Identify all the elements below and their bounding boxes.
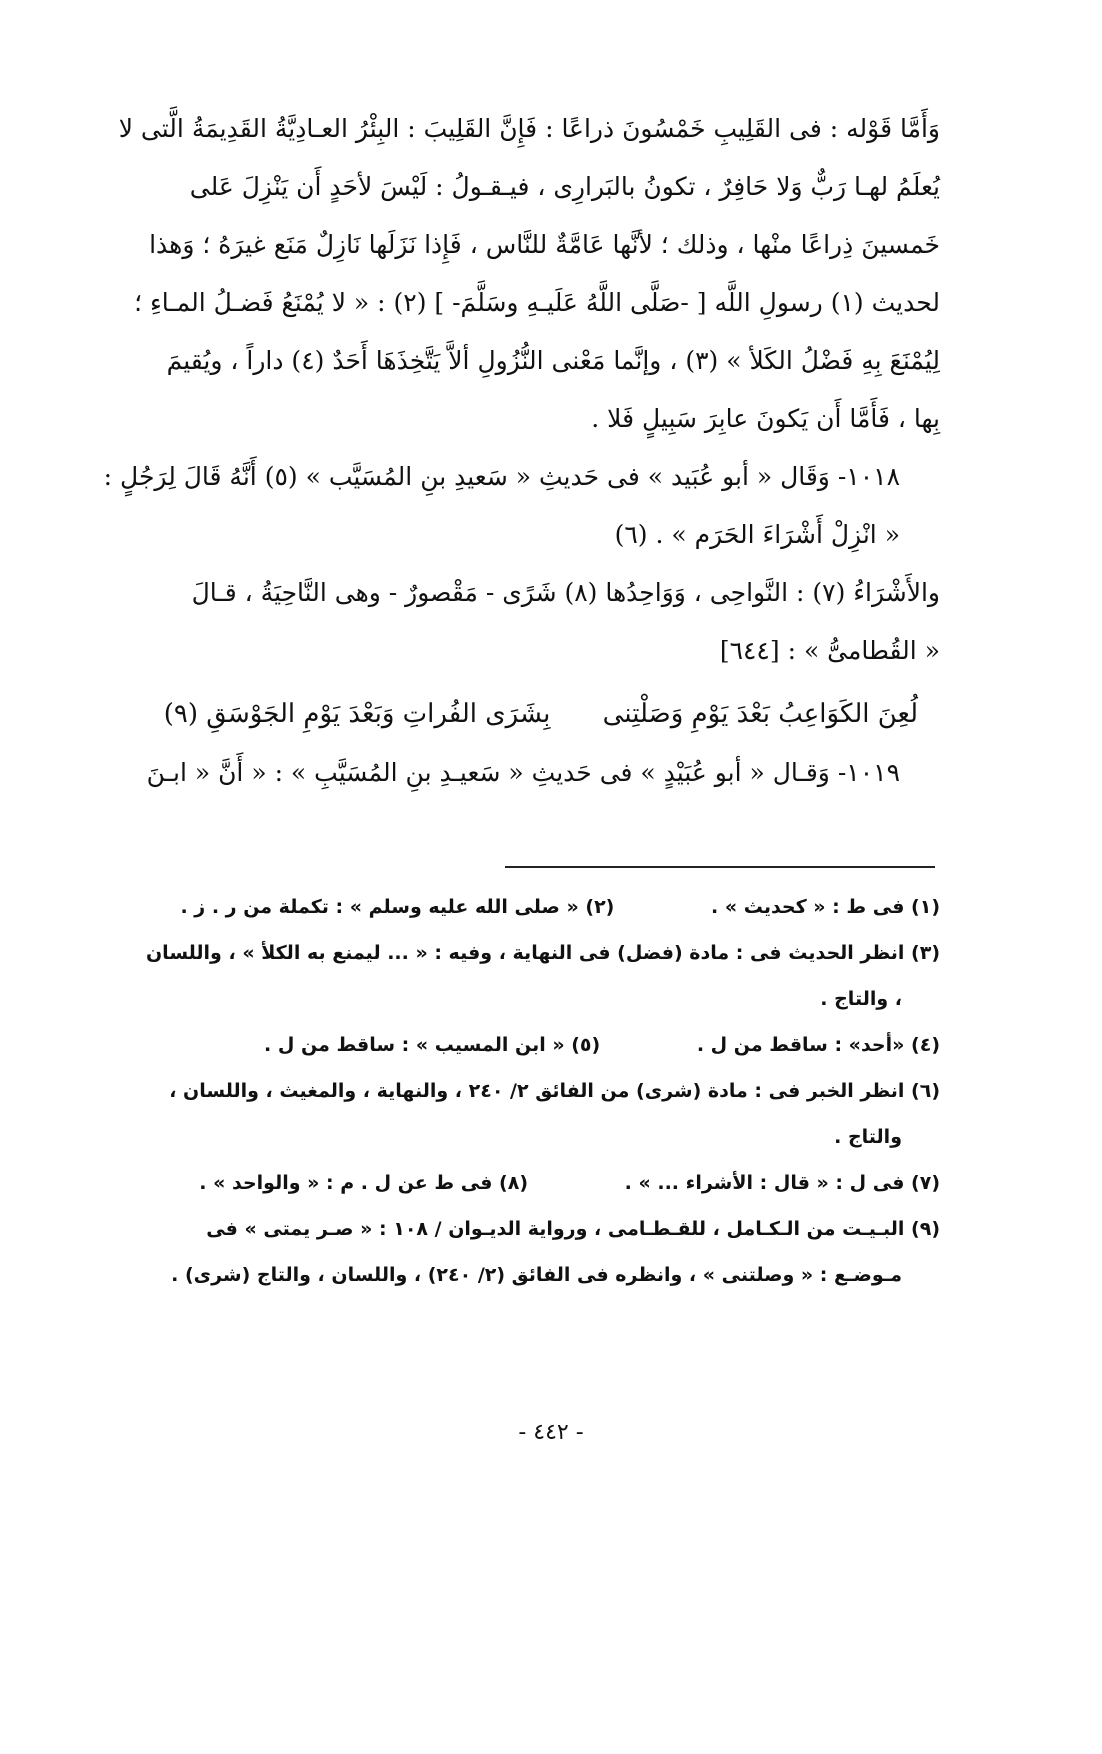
entry-1018-line: ١٠١٨- وَقَال « أبو عُبَيد » فى حَديثِ « سَعيدِ بنِ المُسَيَّب » (٥) أَنَّهُ قَالَ لِرَجُلٍ :	[103, 462, 900, 491]
entry-1018-line: « انْزِلْ أَشْرَاءَ الحَرَم » . (٦)	[614, 520, 900, 549]
footnote-separator	[505, 866, 935, 868]
footnote-3-continued: ، والتاج .	[820, 988, 902, 1010]
paragraph-line: وَأَمَّا قَوْله : فى القَلِيبِ خَمْسُونَ ذراعًا : فَإِنَّ القَلِيبَ : البِئْرُ العـادِيَّةُ القَدِيمَةُ الَّتى لا	[118, 114, 940, 143]
footnote-row	[160, 1022, 940, 1068]
footnote-5: (٥) « ابن المسيب » : ساقط من ل .	[264, 1034, 601, 1056]
footnote-2: (٢) « صلى الله عليه وسلم » : تكملة من ر . ز .	[180, 896, 615, 918]
footnote-9: (٩) البـيـت من الـكـامل ، للقـطـامى ، ورواية الديـوان / ١٠٨ : « صـر يمتى » فى	[206, 1218, 940, 1240]
entry-1019-line: ١٠١٩- وَقـال « أبو عُبَيْدٍ » فى حَديثِ « سَعيـدِ بنِ المُسَيَّبِ » : « أَنَّ « ابـنَ	[146, 758, 900, 787]
footnote-6-continued: والتاج .	[834, 1126, 902, 1148]
paragraph-line: لحديث (١) رسولِ اللَّه [ -صَلَّى اللَّهُ عَلَيـهِ وسَلَّمَ- ] (٢) : « لا يُمْنَعُ فَضـلُ المـاءِ ؛	[134, 288, 940, 317]
ashraa-line: « القُطامىُّ » : [٦٤٤]	[719, 636, 940, 665]
footnote-8: (٨) فى ط عن ل . م : « والواحد » .	[199, 1172, 529, 1194]
footnote-row	[160, 884, 940, 930]
footnote-6: (٦) انظر الخبر فى : مادة (شرى) من الفائق ٢/ ٢٤٠ ، والنهاية ، والمغيث ، واللسان ،	[169, 1080, 940, 1102]
page-number: - ٤٤٢ -	[518, 1420, 584, 1445]
main-text	[103, 100, 940, 802]
poetry-verse	[160, 684, 940, 744]
footnote-3: (٣) انظر الحديث فى : مادة (فضل) فى النهاية ، وفيه : « ... ليمنع به الكلأ » ، واللسان	[145, 942, 940, 964]
paragraph-line: بِها ، فَأَمَّا أَن يَكونَ عابِرَ سَبِيلٍ فَلا .	[591, 404, 940, 433]
footnote-7: (٧) فى ل : « قال : الأشراء ... » .	[624, 1172, 940, 1194]
paragraph-line: لِيُمْنَعَ بِهِ فَضْلُ الكَلأ » (٣) ، وإنَّما مَعْنى النُّزُولِ ألاَّ يَتَّخِذَهَا أَحَدٌ (٤) داراً ، ويُقيمَ	[166, 346, 940, 375]
footnote-1: (١) فى ط : « كحديث » .	[710, 896, 940, 918]
paragraph-line: يُعلَمُ لهـا رَبٌّ وَلا حَافِرٌ ، تكونُ بالبَرارِى ، فيـقـولُ : لَيْسَ لأحَدٍ أَن يَنْزِلَ عَلى	[189, 172, 940, 201]
verse-first-half: لُعِنَ الكَوَاعِبُ بَعْدَ يَوْمِ وَصَلْتِنى	[602, 699, 918, 729]
footnote-4: (٤) «أحد» : ساقط من ل .	[696, 1034, 940, 1056]
footnotes	[145, 884, 940, 1298]
ashraa-line: والأَشْرَاءُ (٧) : النَّواحِى ، وَوَاحِدُها (٨) شَرًى - مَقْصورٌ - وهى النَّاحِيَةُ ، قـالَ	[191, 578, 940, 607]
footnote-row	[160, 1160, 940, 1206]
paragraph-line: خَمسينَ ذِراعًا منْها ، وذلك ؛ لأنَّها عَامَّةٌ للنَّاس ، فَإِذا نَزَلَها نَازِلٌ مَنَع غيرَهُ ؛ وَهذا	[149, 230, 940, 259]
footnote-9-continued: مـوضـع : « وصلتنى » ، وانظره فى الفائق (٢/ ٢٤٠) ، واللسان ، والتاج (شرى) .	[171, 1264, 902, 1286]
verse-second-half: بِشَرَى الفُراتِ وَبَعْدَ يَوْمِ الجَوْسَقِ (٩)	[163, 699, 551, 729]
